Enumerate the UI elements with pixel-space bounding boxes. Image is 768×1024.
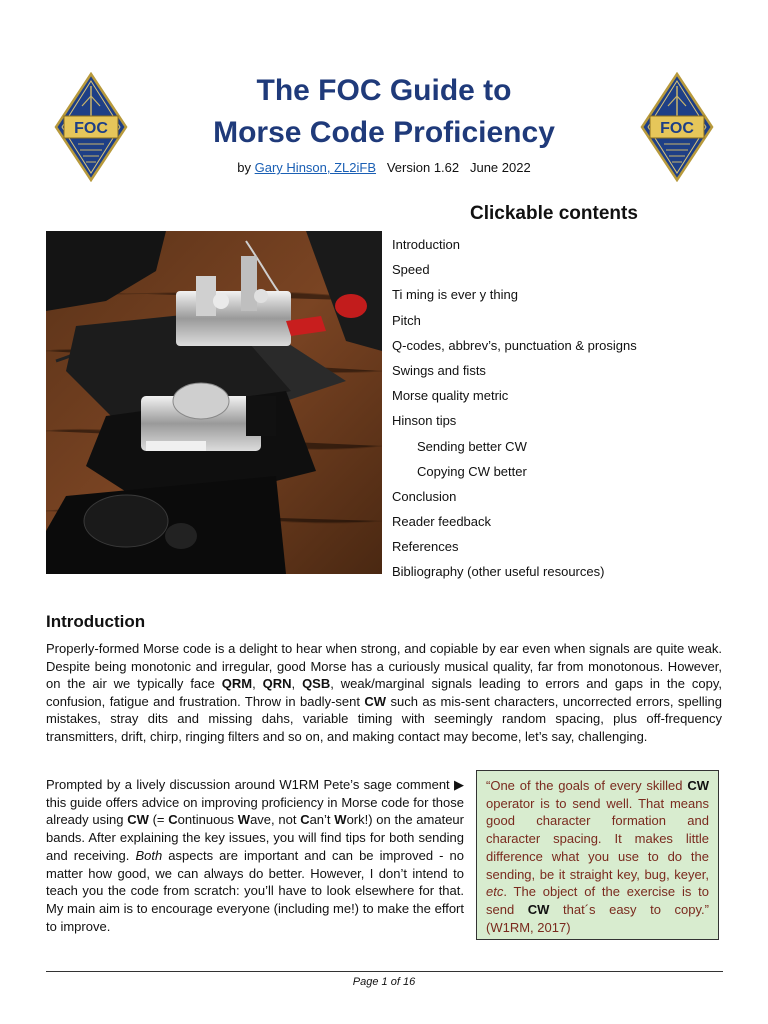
text-run: (= <box>148 812 169 828</box>
contents-heading: Clickable contents <box>470 203 638 224</box>
toc-item-sending-better-cw[interactable]: Sending better CW <box>417 438 527 454</box>
text-run: Properly-formed Morse code is a delight to hear when strong, and copiable by ear even when signals are quite weak. Despite being monotonic and irregular, good Morse has a curiously musical quality, far from monotonous. However, on the air we typically face <box>46 641 722 691</box>
text-run: “One of the goals of every skilled <box>486 778 688 793</box>
text-run: CW <box>364 693 387 709</box>
toc-item-introduction[interactable]: Introduction <box>392 237 460 252</box>
logo-text: FOC <box>660 120 694 137</box>
toc-item-swings-and-fists[interactable]: Swings and fists <box>392 362 486 378</box>
page-number: Page 1 of 16 <box>352 976 416 988</box>
text-run: , weak/marginal signals leading to errors and gaps in the copy, confusion, fatigue and frustration. Throw in badly-sent <box>46 676 722 709</box>
intro-paragraph-2 <box>46 776 464 935</box>
text-run: such as mis-sent characters, uncorrected errors, spelling mistakes, stray dits and missing dahs, variable timing with seemingly random spacing, plus off-frequency transmitters, drift, chirp, ringing filters and so on, and making contact may become, let’s say, challenging. <box>46 693 722 744</box>
logo-text: FOC <box>74 120 108 137</box>
byline <box>0 160 768 175</box>
introduction-heading: Introduction <box>46 612 146 631</box>
title-line-1: The FOC Guide to <box>256 74 512 107</box>
toc-item-pitch[interactable]: Pitch <box>392 312 421 328</box>
intro-paragraph-1 <box>46 640 722 745</box>
text-run: QRN <box>262 676 292 691</box>
toc-item-q-codes[interactable]: Q-codes, abbrev’s, punctuation & prosigns <box>392 337 637 353</box>
text-run: ave, not <box>250 812 301 828</box>
text-run: C <box>300 812 310 828</box>
toc-item-hinson-tips[interactable]: Hinson tips <box>392 413 457 429</box>
morse-keys-photo <box>46 231 382 574</box>
contents-list <box>392 236 637 589</box>
toc-item-conclusion[interactable]: Conclusion <box>392 488 457 504</box>
text-run: CW <box>127 812 149 828</box>
text-run: etc <box>486 884 504 900</box>
text-run: aspects are important and can be improved - no matter how good, we can always do better. However, I don’t intend to teach you the code from scratch: you’ll have to look elsewhere for that. My main aim is to encourage everyone (including me!) to make the effort to improve. <box>46 847 464 934</box>
text-run: , <box>291 676 303 691</box>
text-run: an’t <box>309 812 335 828</box>
byline-prefix: by <box>237 160 255 175</box>
toc-item-morse-quality-metric[interactable]: Morse quality metric <box>392 388 509 404</box>
toc-item-bibliography[interactable]: Bibliography (other useful resources) <box>392 564 605 580</box>
text-run: C <box>168 812 178 828</box>
toc-item-references[interactable]: References <box>392 539 459 555</box>
text-run: CW <box>687 778 709 793</box>
text-run: . The object of the exercise is to send <box>486 884 709 917</box>
text-run: Prompted by a lively discussion around W1RM Pete’s sage comment ▶ this guide offers advice on improving proficiency in Morse code for those already using <box>46 777 464 828</box>
text-run: operator is to send well. That means good character formation and character spacing. It makes little difference what you use to do the sending, be it straight key, bug, keyer, <box>486 795 709 882</box>
toc-item-copying-cw-better[interactable]: Copying CW better <box>417 463 527 479</box>
toc-item-timing[interactable]: Ti ming is ever y thing <box>392 287 518 303</box>
text-run: , <box>252 676 263 691</box>
text-run: CW <box>527 901 550 917</box>
footer-divider <box>46 971 723 972</box>
author-link[interactable]: Gary Hinson, ZL2iFB <box>254 160 377 175</box>
text-run: ork!) on the amateur bands. After explaining the key issues, you will find tips for both sending and receiving. <box>46 812 464 863</box>
text-run: Both <box>135 847 163 863</box>
toc-item-reader-feedback[interactable]: Reader feedback <box>392 514 492 530</box>
text-run: W <box>237 812 251 828</box>
text-run: QRM <box>221 676 253 691</box>
text-run: W <box>334 812 347 828</box>
title-line-2: Morse Code Proficiency <box>213 116 555 149</box>
version-date: Version 1.62 June 2022 <box>376 160 531 175</box>
text-run: ontinuous <box>177 812 238 828</box>
text-run: that´s easy to copy.” (W1RM, 2017) <box>486 901 709 935</box>
toc-item-speed[interactable]: Speed <box>392 262 430 278</box>
w1rm-quote-box <box>476 770 719 940</box>
text-run: QSB <box>302 676 331 691</box>
